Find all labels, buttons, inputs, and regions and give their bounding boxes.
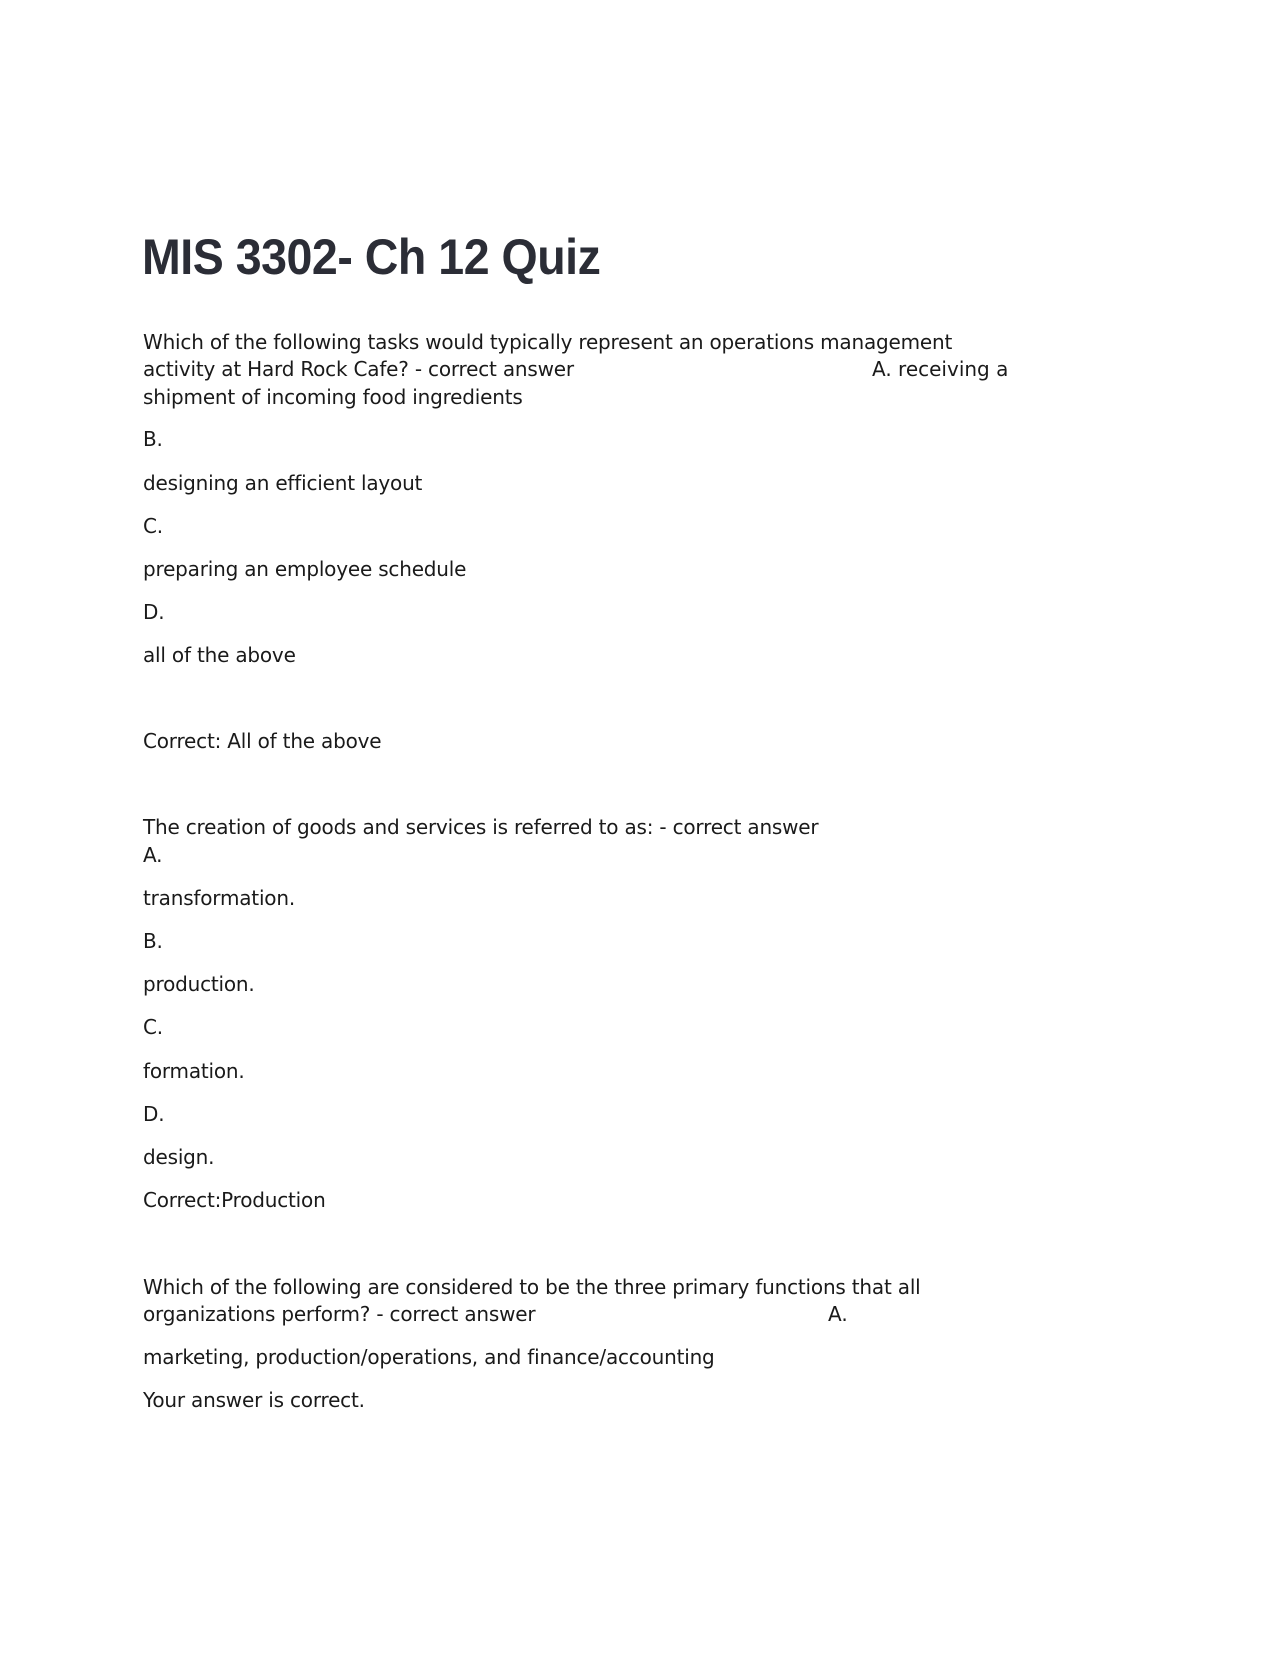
question-1-answer-a: A. receiving a (872, 357, 1009, 381)
question-1-correct: Correct: All of the above (143, 729, 382, 753)
option-text: all of the above (143, 643, 296, 667)
option-label: D. (143, 1102, 165, 1126)
option-label: D. (143, 600, 165, 624)
option-text: formation. (143, 1059, 245, 1083)
question-2-text: The creation of goods and services is referred to as: - correct answer (143, 815, 819, 839)
option-text: designing an efficient layout (143, 471, 423, 495)
question-3-text-line1: Which of the following are considered to be the three primary functions that all (143, 1275, 921, 1299)
question-3-option-a: A. (828, 1302, 848, 1326)
question-3-text-line2: organizations perform? - correct answer (143, 1302, 536, 1326)
question-1-text-line1: Which of the following tasks would typically represent an operations management (143, 330, 953, 354)
option-text: preparing an employee schedule (143, 557, 467, 581)
question-1-text-line2: activity at Hard Rock Cafe? - correct answer (143, 357, 574, 381)
question-3-feedback: Your answer is correct. (143, 1388, 365, 1412)
option-text: production. (143, 972, 255, 996)
option-label: B. (143, 427, 163, 451)
document-title: MIS 3302- Ch 12 Quiz (142, 229, 601, 285)
option-text: transformation. (143, 886, 295, 910)
option-label: C. (143, 514, 163, 538)
option-label: A. (143, 843, 163, 867)
question-2-correct: Correct:Production (143, 1188, 326, 1212)
option-label: C. (143, 1015, 163, 1039)
question-1-text-line3: shipment of incoming food ingredients (143, 385, 523, 409)
question-3-answer: marketing, production/operations, and finance/accounting (143, 1345, 715, 1369)
option-text: design. (143, 1145, 215, 1169)
option-label: B. (143, 929, 163, 953)
